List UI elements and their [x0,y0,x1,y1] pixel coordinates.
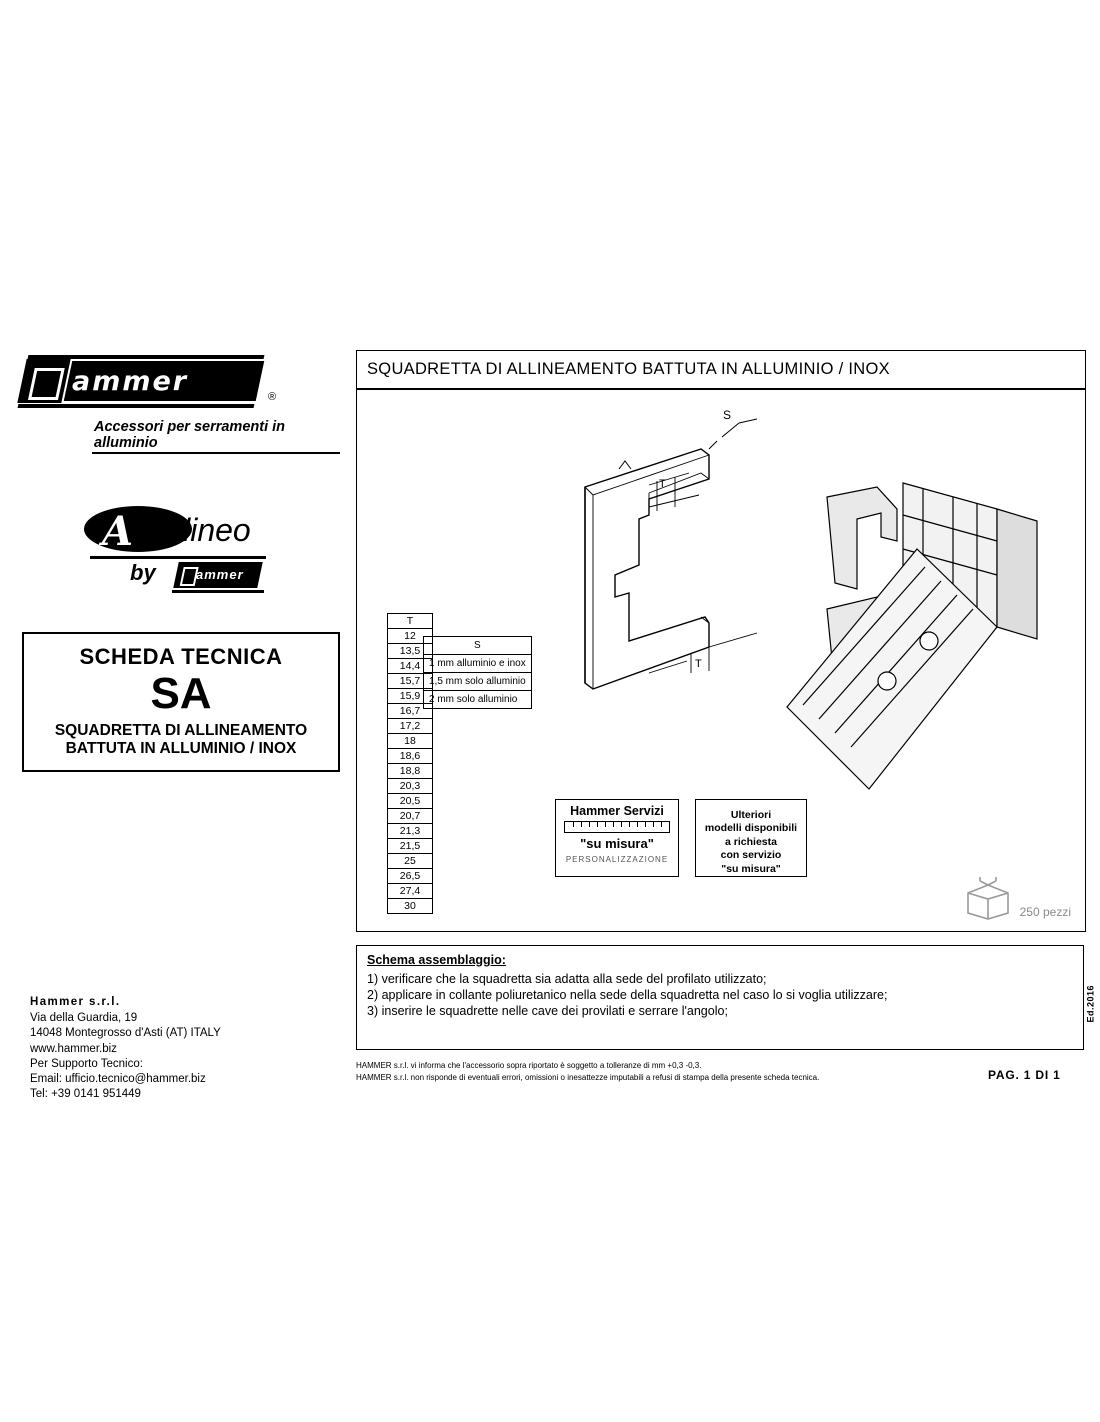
company-block [30,995,221,1102]
ulteriori-line-5: "su misura" [721,862,781,875]
t-table-cell: 20,5 [388,794,433,809]
s-values-table [423,636,532,709]
box-icon [962,875,1014,921]
table-row [388,764,433,779]
table-row [424,637,532,655]
company-web: www.hammer.biz [30,1042,117,1055]
t-table-cell: 18 [388,734,433,749]
packaging-info [962,875,1071,921]
ulteriori-modelli-box [695,799,807,877]
assembly-step-1: 1) verificare che la squadretta sia adatta alla sede del profilato utilizzato; [367,972,767,986]
logo-letter-inner [28,368,65,400]
servizi-title: Hammer Servizi [570,804,664,818]
t-table-cell: 16,7 [388,704,433,719]
allineo-word: llineo [176,512,251,548]
t-table-cell: 21,3 [388,824,433,839]
ulteriori-line-2: modelli disponibili [704,822,798,835]
t-table-cell: 20,7 [388,809,433,824]
t-table-cell: 15,9 [388,689,433,704]
left-column [22,355,342,772]
datasheet-title: SCHEDA TECNICA [79,644,283,669]
footer-disclaimer [356,1060,976,1083]
allineo-rule [90,556,266,559]
allineo-letter: A [102,508,134,555]
table-row [424,691,532,709]
dim-label-s: S [723,408,732,422]
table-row [388,854,433,869]
drawing-title: SQUADRETTA DI ALLINEAMENTO BATTUTA IN ALLUMINIO / INOX [367,360,890,378]
servizi-middle: "su misura" [580,836,654,851]
disclaimer-line-1: HAMMER s.r.l. vi informa che l'accessorio sopra riportato è soggetto a tolleranze di mm +0,3 -0,3. [356,1061,702,1070]
t-table-cell: 21,5 [388,839,433,854]
page-number: PAG. 1 DI 1 [988,1068,1061,1082]
ulteriori-line-1: Ulteriori [730,809,772,821]
hammer-logo-word: ammer [72,366,189,397]
t-table-cell: 18,8 [388,764,433,779]
allineo-bottom-bar [172,590,264,593]
disclaimer-line-2: HAMMER s.r.l. non risponde di eventuali errori, omissioni o inesattezze imputabili a refusi di stampa della presente scheda tecnica. [356,1072,820,1082]
t-table-cell: 13,5 [388,644,433,659]
t-table-cell: 25 [388,854,433,869]
assembly-frame [356,945,1084,1050]
hammer-logo [22,355,277,417]
ruler-icon [564,821,670,833]
s-table-cell: 1 mm alluminio e inox [424,655,532,673]
assembly-step-3: 3) inserire le squadrette nelle cave dei provilati e serrare l'angolo; [367,1004,728,1018]
assembly-step-2: 2) applicare in collante poliuretanico nella sede della squadretta nel caso lo si voglia utilizzare; [367,988,888,1002]
company-tel: Tel: +39 0141 951449 [30,1088,141,1101]
logo-letter-box [17,359,70,403]
datasheet-code: SA [150,669,212,718]
table-row [424,655,532,673]
s-table-header-cell: S [424,637,532,655]
assembly-title: Schema assemblaggio: [367,953,506,967]
hammer-tagline-rule [92,452,340,454]
company-name: Hammer s.r.l. [30,996,121,1008]
dim-label-t2: T [695,658,702,670]
t-table-cell: 17,2 [388,719,433,734]
table-row [388,884,433,899]
table-row [388,899,433,914]
table-row [388,839,433,854]
t-table-cell: 26,5 [388,869,433,884]
servizi-footer: PERSONALIZZAZIONE [565,855,669,864]
allineo-by: by [130,560,156,585]
ulteriori-line-3: a richiesta [725,835,777,848]
logo-bottom-bar [18,404,255,408]
table-row [388,794,433,809]
s-table-cell: 1,5 mm solo alluminio [424,673,532,691]
table-row [388,779,433,794]
datasheet-subtitle-2: BATTUTA IN ALLUMINIO / INOX [65,739,297,757]
table-row [388,869,433,884]
ulteriori-line-4: con servizio [720,849,782,862]
table-row [388,824,433,839]
edition-code: Ed.2016 [1086,985,1096,1023]
hammer-servizi-box [555,799,679,877]
s-table-cell: 2 mm solo alluminio [424,691,532,709]
table-row [388,809,433,824]
company-city: 14048 Montegrosso d'Asti (AT) ITALY [30,1027,221,1040]
hammer-tagline: Accessori per serramenti in alluminio [94,419,286,451]
packaging-label: 250 pezzi [1019,905,1071,919]
company-support-label: Per Supporto Tecnico: [30,1057,143,1070]
table-row [388,749,433,764]
table-row [388,614,433,629]
t-table-cell: 14,4 [388,659,433,674]
registered-mark: ® [268,391,277,403]
table-row [424,673,532,691]
t-table-cell: 18,6 [388,749,433,764]
t-table-cell: 15,7 [388,674,433,689]
drawing-frame [356,350,1086,932]
t-table-cell: 30 [388,899,433,914]
t-table-cell: 12 [388,629,433,644]
dim-label-t1: T [659,478,666,490]
allineo-mini-word: ammer [196,567,244,582]
t-table-cell: 20,3 [388,779,433,794]
table-row [388,719,433,734]
allineo-logo [84,506,284,602]
t-table-cell: 27,4 [388,884,433,899]
datasheet-subtitle-1: SQUADRETTA DI ALLINEAMENTO [54,722,308,739]
company-email: Email: ufficio.tecnico@hammer.biz [30,1072,206,1085]
table-row [388,734,433,749]
datasheet-title-box [22,632,340,772]
company-address: Via della Guardia, 19 [30,1012,138,1025]
t-table-header-cell: T [388,614,433,629]
